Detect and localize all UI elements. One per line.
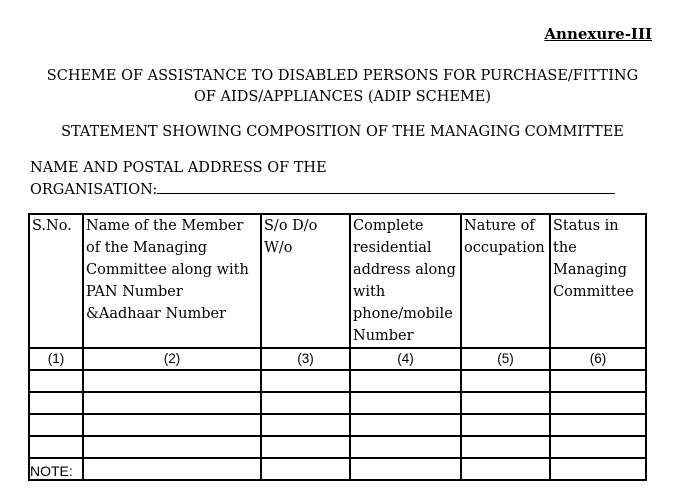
header-relation: S/o D/o W/o (261, 214, 350, 348)
annexure-label: Annexure-III (544, 25, 652, 43)
table-cell (461, 370, 550, 392)
table-cell (550, 436, 646, 458)
table-cell (461, 436, 550, 458)
statement-title: STATEMENT SHOWING COMPOSITION OF THE MANAGING COMMITTEE (61, 124, 624, 140)
column-number: (2) (83, 348, 261, 370)
table-number-row (29, 348, 646, 370)
table-cell (261, 436, 350, 458)
table-cell (261, 458, 350, 480)
scheme-title-text: SCHEME OF ASSISTANCE TO DISABLED PERSONS FOR PURCHASE/FITTING OF AIDS/APPLIANCES (ADIP SCHEME) (46, 68, 639, 105)
column-number: (4) (350, 348, 461, 370)
note-label: NOTE: (30, 463, 73, 479)
header-address: Complete residential address along with phone/mobile Number (350, 214, 461, 348)
column-number: (6) (550, 348, 646, 370)
table-cell (461, 458, 550, 480)
table-cell (461, 414, 550, 436)
header-sno: S.No. (29, 214, 83, 348)
table-row (29, 370, 646, 392)
blank-rows (29, 370, 646, 480)
table-cell (261, 392, 350, 414)
table-cell (83, 458, 261, 480)
table-cell (261, 370, 350, 392)
table-cell (461, 392, 550, 414)
organisation-fill-line (157, 179, 615, 194)
table-cell (83, 370, 261, 392)
table-cell (261, 414, 350, 436)
table-cell (83, 392, 261, 414)
column-number: (1) (29, 348, 83, 370)
table-header-row (29, 214, 646, 348)
table-cell (350, 370, 461, 392)
table-cell (350, 392, 461, 414)
table-cell (350, 458, 461, 480)
header-status: Status in the Managing Committee (550, 214, 646, 348)
table-cell (29, 414, 83, 436)
managing-committee-table (28, 213, 647, 481)
table-row (29, 458, 646, 480)
table-row (29, 392, 646, 414)
table-cell (350, 414, 461, 436)
table-cell (29, 436, 83, 458)
table-cell (550, 392, 646, 414)
table-row (29, 436, 646, 458)
organisation-label-line1: NAME AND POSTAL ADDRESS OF THE (30, 160, 327, 176)
table-row (29, 414, 646, 436)
scheme-title (0, 66, 685, 108)
table-cell (29, 370, 83, 392)
table-cell (350, 436, 461, 458)
table-cell (550, 458, 646, 480)
column-number: (3) (261, 348, 350, 370)
table-cell (83, 414, 261, 436)
organisation-block (30, 157, 615, 201)
header-member-name: Name of the Member of the Managing Committee along with PAN Number &Aadhaar Number (83, 214, 261, 348)
table-cell (550, 370, 646, 392)
table-cell (83, 436, 261, 458)
table-cell (29, 392, 83, 414)
column-number: (5) (461, 348, 550, 370)
table-cell (550, 414, 646, 436)
organisation-label-line2 (30, 179, 615, 201)
organisation-label: ORGANISATION: (30, 182, 158, 198)
header-occupation: Nature of occupation (461, 214, 550, 348)
